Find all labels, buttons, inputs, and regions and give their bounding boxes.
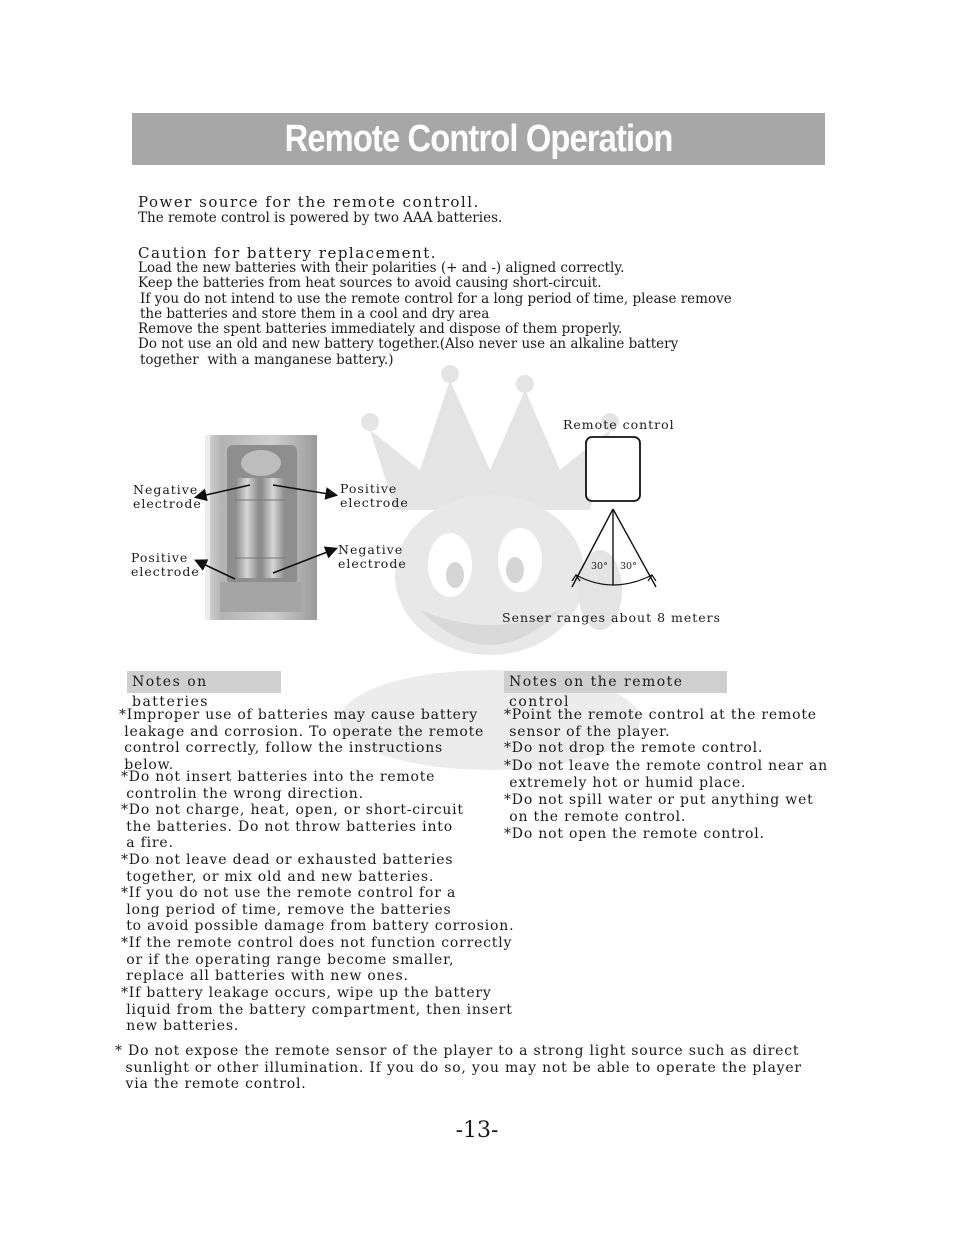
caution-line: Keep the batteries from heat sources to avoid causing short-circuit. — [138, 275, 602, 291]
positive-electrode-label: Positive electrode — [340, 481, 409, 510]
title-banner — [132, 113, 825, 165]
power-text: The remote control is powered by two AAA batteries. — [138, 210, 503, 226]
caution-line: Do not use an old and new battery together.(Also never use an alkaline battery — [138, 336, 679, 352]
battery-note: *Do not insert batteries into the remote controlin the wrong direction. — [121, 769, 436, 802]
negative-electrode-label: Negative electrode — [133, 482, 202, 511]
caution-line: If you do not intend to use the remote control for a long period of time, please remove — [140, 291, 732, 307]
sensor-range-text: Senser ranges about 8 meters — [502, 610, 722, 625]
page-title: Remote Control Operation — [284, 117, 673, 160]
notes-remote-heading: Notes on the remote control — [504, 671, 727, 693]
battery-note: *Improper use of batteries may cause battery leakage and corrosion. To operate the remote control correctly, follow the instructions below. — [119, 707, 485, 773]
electrode-arrows — [185, 475, 345, 585]
caution-line: the batteries and store them in a cool and dry area — [140, 306, 490, 322]
battery-note: *If battery leakage occurs, wipe up the battery liquid from the battery compartment, then insert new batteries. — [121, 985, 513, 1034]
remote-note: *Do not leave the remote control near an extremely hot or humid place. — [504, 758, 828, 791]
battery-note: *If the remote control does not function correctly or if the operating range become smaller, replace all batteries with new ones. — [121, 935, 513, 984]
angle-left-label: 30° — [591, 561, 608, 572]
angle-right-label: 30° — [620, 561, 637, 572]
remote-control-icon — [586, 437, 640, 501]
sensor-range-diagram — [560, 435, 670, 595]
page-number: -13- — [455, 1118, 499, 1143]
battery-note: *Do not leave dead or exhausted batteries together, or mix old and new batteries. — [121, 852, 454, 885]
battery-note: *Do not charge, heat, open, or short-circuit the batteries. Do not throw batteries into a fire. — [121, 802, 464, 851]
caution-heading: Caution for battery replacement. — [138, 244, 438, 262]
caution-line: Load the new batteries with their polarities (+ and -) aligned correctly. — [138, 260, 625, 276]
caution-line: together with a manganese battery.) — [140, 352, 394, 368]
remote-note: *Point the remote control at the remote sensor of the player. — [504, 707, 817, 740]
remote-note: *Do not drop the remote control. — [504, 740, 764, 756]
notes-batteries-heading: Notes on batteries — [127, 671, 281, 693]
light-source-warning: * Do not expose the remote sensor of the player to a strong light source such as direct sunlight or other illumination. If you do so, you may not be able to operate the player via the remote control. — [115, 1043, 802, 1092]
remote-control-label: Remote control — [563, 417, 675, 432]
remote-note: *Do not spill water or put anything wet on the remote control. — [504, 792, 814, 825]
negative-electrode-label: Negative electrode — [338, 542, 407, 571]
power-heading: Power source for the remote controll. — [138, 193, 480, 211]
remote-note: *Do not open the remote control. — [504, 826, 765, 842]
battery-note: *If you do not use the remote control for a long period of time, remove the batteries to avoid possible damage from battery corrosion. — [121, 885, 515, 934]
caution-line: Remove the spent batteries immediately and dispose of them properly. — [138, 321, 623, 337]
positive-electrode-label: Positive electrode — [131, 550, 200, 579]
